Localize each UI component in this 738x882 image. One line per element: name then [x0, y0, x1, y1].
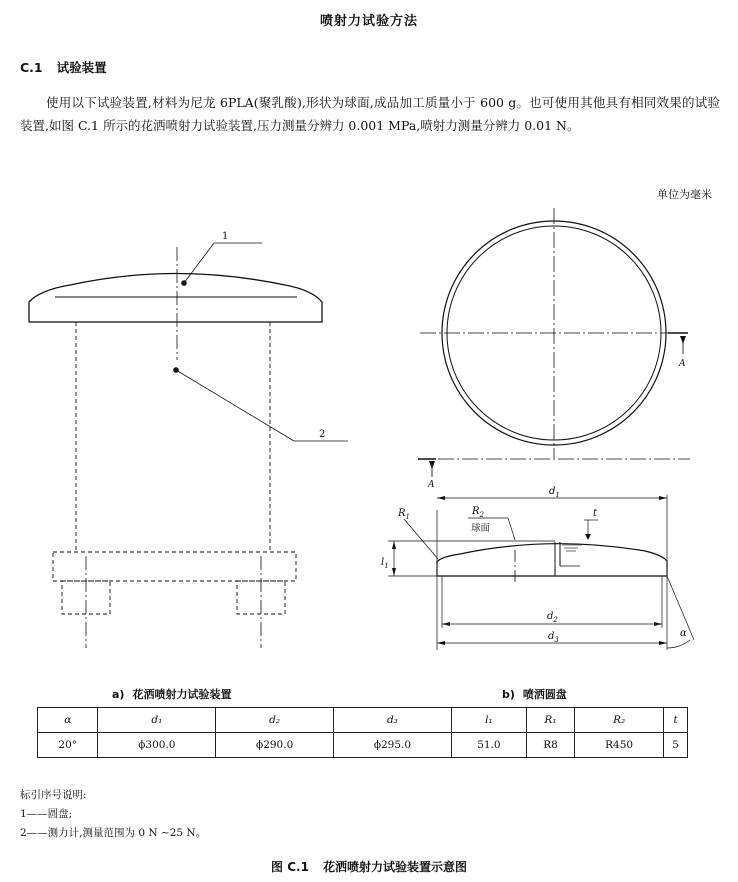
table-cell: 5 — [664, 733, 688, 758]
dim-r1: $R_1$ — [398, 508, 410, 521]
arrow-head — [659, 496, 667, 500]
notes-heading: 标引序号说明: — [20, 789, 87, 801]
sphere-label: 球面 — [471, 523, 491, 534]
table-header-cell: R₁ — [526, 708, 574, 733]
arrow-head — [654, 622, 662, 626]
caption-b-label: b) — [502, 688, 515, 701]
dim-alpha: α — [680, 628, 687, 639]
table-header-cell: l₁ — [451, 708, 526, 733]
section-title: 试验装置 — [56, 60, 107, 75]
table-header-cell: d₃ — [334, 708, 452, 733]
table-header-cell: d₁ — [98, 708, 216, 733]
unit-note: 单位为毫米 — [657, 188, 712, 201]
table-header-cell: R₂ — [575, 708, 664, 733]
table-header-cell: d₂ — [216, 708, 334, 733]
section-label-a: A — [428, 480, 435, 490]
table-cell: ϕ300.0 — [98, 733, 216, 758]
note-item: 2——测力计,测量范围为 0 N ~25 N。 — [20, 827, 207, 839]
leader-line — [184, 243, 214, 283]
angle-arc — [667, 640, 690, 648]
dim-d1: $d_1$ — [549, 486, 560, 499]
dim-t: t — [593, 508, 598, 519]
dimension-table — [37, 707, 688, 758]
arrow-head — [659, 641, 667, 645]
arrow-head — [437, 496, 445, 500]
dim-d3: $d_3$ — [548, 631, 559, 644]
table-cell: ϕ295.0 — [334, 733, 452, 758]
table-row — [38, 733, 688, 758]
caption-a-label: a) — [112, 688, 125, 701]
table-cell: 20° — [38, 733, 98, 758]
caption-b-text: 喷洒圆盘 — [522, 688, 567, 701]
figure-caption — [0, 858, 738, 875]
caption-a — [112, 686, 231, 702]
disc-section — [437, 544, 667, 576]
dim-r2: $R_2$ — [472, 506, 484, 519]
arrow-head — [585, 534, 591, 540]
table-cell: R8 — [526, 733, 574, 758]
leader-line — [404, 519, 438, 559]
test-device-drawing — [29, 231, 348, 648]
legend-notes — [20, 786, 206, 843]
table-header-row — [38, 708, 688, 733]
leader-line — [508, 518, 515, 540]
arrow-head — [680, 336, 686, 344]
note-item: 1——圆盘; — [20, 808, 73, 820]
table-header-cell: α — [38, 708, 98, 733]
page-title: 喷射力试验方法 — [319, 14, 418, 29]
body-paragraph: 使用以下试验装置,材料为尼龙 6PLA(聚乳酸),形状为球面,成品加工质量小于 600 g。也可使用其他具有相同效果的试验装置,如图 C.1 所示的花洒喷射力试验装置,压力测量分辨力 0.001 MPa,喷射力测量分辨力 0.01 N。 — [20, 95, 720, 133]
disc-top-view — [418, 208, 690, 490]
table-header-cell: t — [664, 708, 688, 733]
figure-caption-text: 花洒喷射力试验装置示意图 — [322, 860, 467, 874]
arrow-head — [442, 622, 450, 626]
table-cell: 51.0 — [451, 733, 526, 758]
section-number: C.1 — [20, 60, 43, 75]
figure-number: 图 C.1 — [271, 860, 309, 874]
dim-l1: $l_1$ — [381, 557, 389, 570]
label-1: 1 — [222, 231, 229, 242]
table-cell: R450 — [575, 733, 664, 758]
arrow-head — [429, 461, 435, 469]
disc-section-view — [381, 486, 694, 650]
leader-line — [176, 370, 294, 441]
arrow-head — [392, 568, 396, 576]
caption-b — [502, 686, 567, 702]
section-label-a: A — [679, 359, 686, 369]
caption-a-text: 花洒喷射力试验装置 — [132, 688, 232, 701]
label-2: 2 — [319, 429, 326, 440]
table-cell: ϕ290.0 — [216, 733, 334, 758]
disc-profile — [29, 274, 322, 323]
dim-d2: $d_2$ — [547, 611, 558, 624]
base-plate — [53, 552, 296, 581]
arrow-head — [392, 541, 396, 549]
arrow-head — [437, 641, 445, 645]
